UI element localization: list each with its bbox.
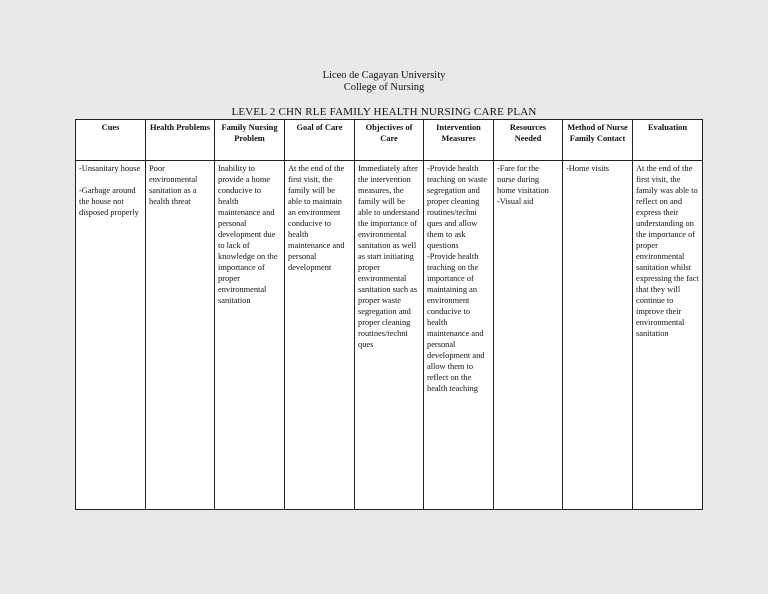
table-row [76,161,703,510]
university-name: Liceo de Cagayan University [322,70,446,81]
cell-intervention-measures [424,161,494,510]
cue-unsanitary-house: -Unsanitary house [79,164,141,173]
table-header-row [76,120,703,161]
header-resources-needed: Resources Needed [494,120,563,161]
cell-resources-needed [494,161,563,510]
intervention-environment: -Provide health teaching on the importance of maintaining an environment conducive to health maintenance and personal development and allow them to reflect on the health teaching [427,252,485,393]
intervention-waste-segregation: -Provide health teaching on waste segregation and proper cleaning routines/techni ques and allow them to ask questions [427,164,487,250]
header-family-nursing-problem: Family Nursing Problem [215,120,285,161]
resource-fare: -Fare for the nurse during home visitation [497,164,549,195]
header-health-problems: Health Problems [146,120,215,161]
header-cues: Cues [76,120,146,161]
header-evaluation: Evaluation [633,120,703,161]
header-objectives-of-care: Objectives of Care [355,120,424,161]
nursing-care-plan-table [75,119,703,510]
header-goal-of-care: Goal of Care [285,120,355,161]
header-intervention-measures: Intervention Measures [424,120,494,161]
cell-evaluation: At the end of the first visit, the family was able to reflect on and express their understanding on the importance of proper environmental sanitation whilst expressing the fact that they will continue to improve their environmental sanitation [633,161,703,510]
header-method-of-contact: Method of Nurse Family Contact [563,120,633,161]
cell-goal-of-care: At the end of the first visit, the family will be able to maintain an environment conducive to health maintenance and personal development [285,161,355,510]
document-title: LEVEL 2 CHN RLE FAMILY HEALTH NURSING CARE PLAN [231,106,537,118]
resource-visual-aid: -Visual aid [497,197,534,206]
college-name: College of Nursing [343,82,425,93]
cell-family-nursing-problem: Inability to provide a home conducive to health maintenance and personal development due to lack of knowledge on the importance of proper environmental sanitation [215,161,285,510]
cell-method-of-contact: -Home visits [563,161,633,510]
cell-objectives-of-care: Immediately after the intervention measures, the family will be able to understand the importance of environmental sanitation as well as start initiating proper environmental sanitation such as proper waste segregation and proper cleaning routines/techni ques [355,161,424,510]
cell-health-problem: Poor environmental sanitation as a health threat [146,161,215,510]
cue-garbage: -Garbage around the house not disposed properly [79,186,139,217]
cell-cues [76,161,146,510]
